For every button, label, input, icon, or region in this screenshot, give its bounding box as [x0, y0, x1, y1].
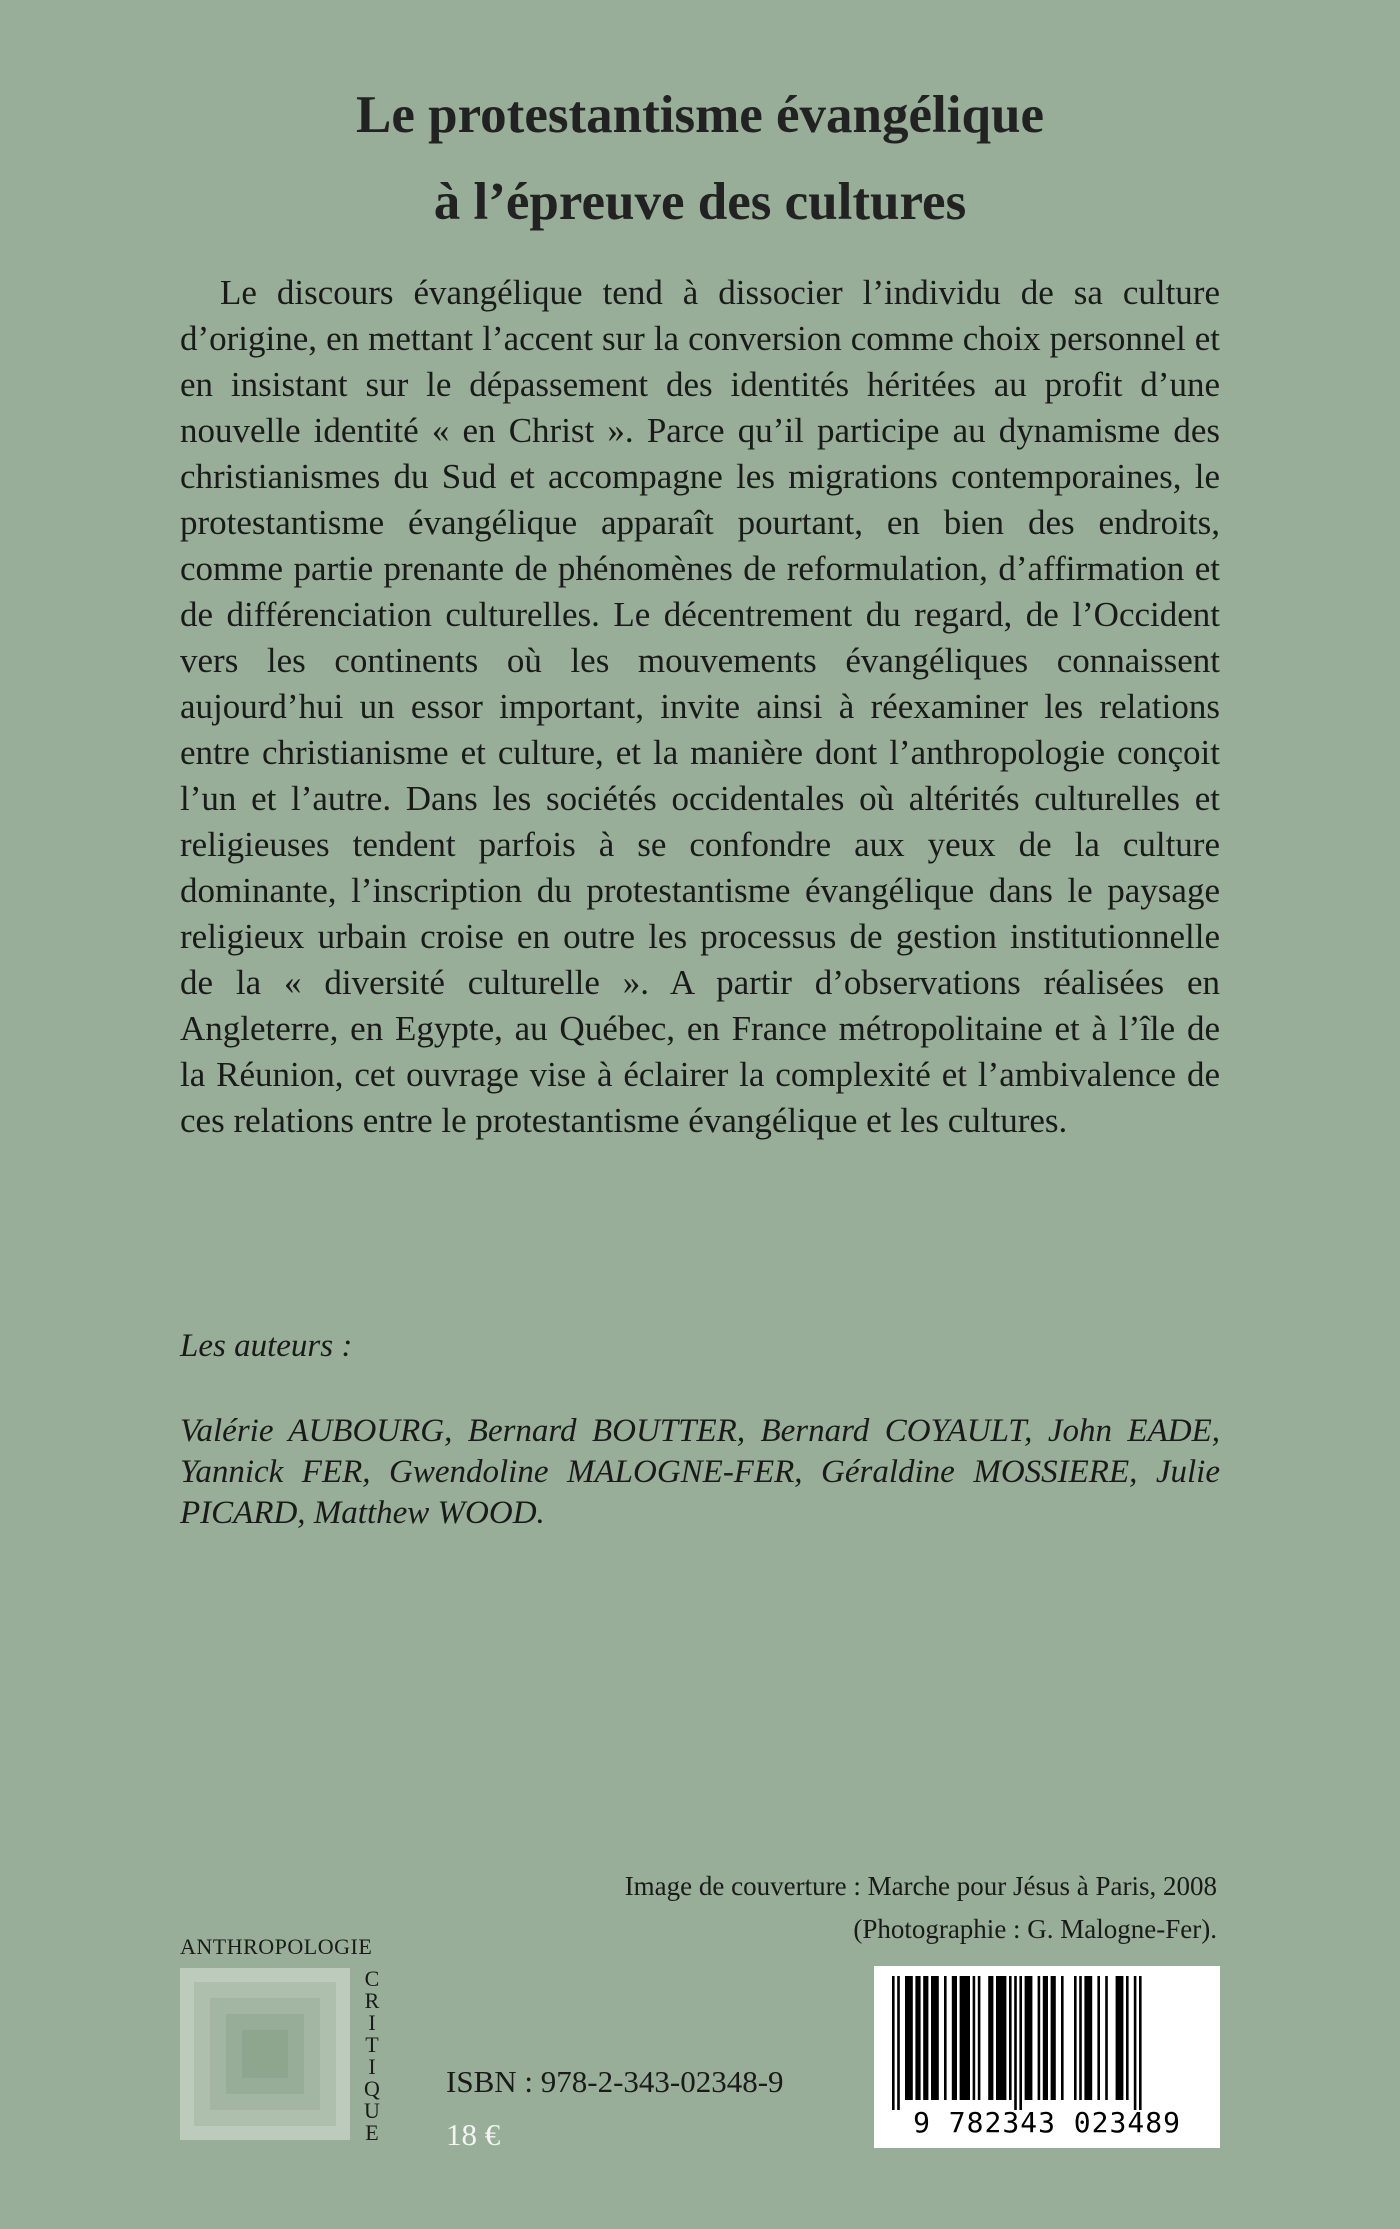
- price: 18 €: [446, 2117, 501, 2152]
- cover-credit-line-2: (Photographie : G. Malogne-Fer).: [853, 1914, 1217, 1944]
- barcode-bar: [952, 1976, 957, 2100]
- series-letter: Q: [364, 2076, 380, 2101]
- barcode-bar: [892, 1976, 895, 2110]
- barcode-bar: [1038, 1976, 1041, 2100]
- barcode: [874, 1966, 1220, 2148]
- isbn: ISBN : 978-2-343-02348-9: [446, 2064, 784, 2099]
- barcode-bar: [1126, 1976, 1129, 2100]
- authors-heading: Les auteurs :: [180, 1328, 353, 1364]
- cover-credit-line-1: Image de couverture : Marche pour Jésus à Paris, 2008: [624, 1871, 1217, 1901]
- logo-square-4: [242, 2030, 288, 2078]
- barcode-bar: [1051, 1976, 1056, 2100]
- barcode-bar: [897, 1976, 900, 2110]
- book-title-line-1: Le protestantisme évangélique: [356, 86, 1044, 144]
- barcode-bar: [1084, 1976, 1092, 2100]
- barcode-bar: [915, 1976, 920, 2100]
- barcode-digits: 9 782343 023489: [913, 2106, 1181, 2139]
- barcode-bar: [1097, 1976, 1100, 2100]
- barcode-bar: [978, 1976, 981, 2100]
- series-letter: E: [365, 2120, 379, 2145]
- barcode-bar: [905, 1976, 913, 2100]
- barcode-bar: [1079, 1976, 1082, 2100]
- barcode-bar: [931, 1976, 939, 2100]
- series-letter: I: [368, 2054, 376, 2079]
- barcode-bar: [988, 1976, 993, 2100]
- barcode-bar: [923, 1976, 928, 2100]
- barcode-bar: [1019, 1976, 1022, 2110]
- barcode-bar: [996, 1976, 1006, 2100]
- series-logo: [180, 1968, 350, 2140]
- barcode-bar: [1009, 1976, 1012, 2100]
- series-letter: R: [364, 1988, 380, 2013]
- series-letter: I: [368, 2010, 376, 2035]
- barcode-bar: [1014, 1976, 1017, 2110]
- authors-list: Valérie AUBOURG, Bernard BOUTTER, Bernard COYAULT, John EADE, Yannick FER, Gwendoline MALOGNE-FER, Géraldine MOSSIERE, Julie PICARD, Matthew WOOD.: [180, 1413, 1220, 1531]
- book-title: [0, 72, 1400, 246]
- barcode-bar: [944, 1976, 947, 2100]
- series-vertical-text: [360, 1968, 384, 2144]
- barcode-bar: [1074, 1976, 1077, 2100]
- series-letter: C: [364, 1966, 380, 1991]
- barcode-bar: [1139, 1976, 1142, 2110]
- series-letter: T: [365, 2032, 379, 2057]
- barcode-bar: [1061, 1976, 1064, 2100]
- barcode-bar: [1043, 1976, 1048, 2100]
- series-label: ANTHROPOLOGIE: [180, 1934, 373, 1959]
- barcode-bar: [1025, 1976, 1033, 2100]
- barcode-bar: [1116, 1976, 1124, 2100]
- book-title-line-2: à l’épreuve des cultures: [433, 173, 967, 231]
- barcode-bar: [960, 1976, 970, 2100]
- barcode-bar: [1105, 1976, 1108, 2100]
- barcode-bar: [1134, 1976, 1137, 2110]
- cover-image-credit: [625, 1865, 1217, 1951]
- barcode-bar: [973, 1976, 976, 2100]
- book-description: Le discours évangélique tend à dissocier l’individu de sa culture d’origine, en mettant l’accent sur la conversion comme choix personnel et en insistant sur le dépassement des identités héritées au profit d’une nouvelle identité « en Christ ». Parce qu’il participe au dynamisme des christianismes du Sud et accompagne les migrations contemporaines, le protestantisme évangélique apparaît pourtant, en bien des endroits, comme partie prenante de phénomènes de reformulation, d’affirmation et de différenciation culturelles. Le décentrement du regard, de l’Occident vers les continents où les mouvements évangéliques connaissent aujourd’hui un essor important, invite ainsi à réexaminer les relations entre christianisme et culture, et la manière dont l’anthropologie conçoit l’un et l’autre. Dans les sociétés occidentales où altérités culturelles et religieuses tendent parfois à se confondre aux yeux de la culture dominante, l’inscription du protestantisme évangélique dans le paysage religieux urbain croise en outre les processus de gestion institutionnelle de la « diversité culturelle ». A partir d’observations réalisées en Angleterre, en Egypte, au Québec, en France métropolitaine et à l’île de la Réunion, cet ouvrage vise à éclairer la complexité et l’ambivalence de ces relations entre le protestantisme évangélique et les cultures.: [180, 273, 1220, 1140]
- series-letter: U: [364, 2098, 380, 2123]
